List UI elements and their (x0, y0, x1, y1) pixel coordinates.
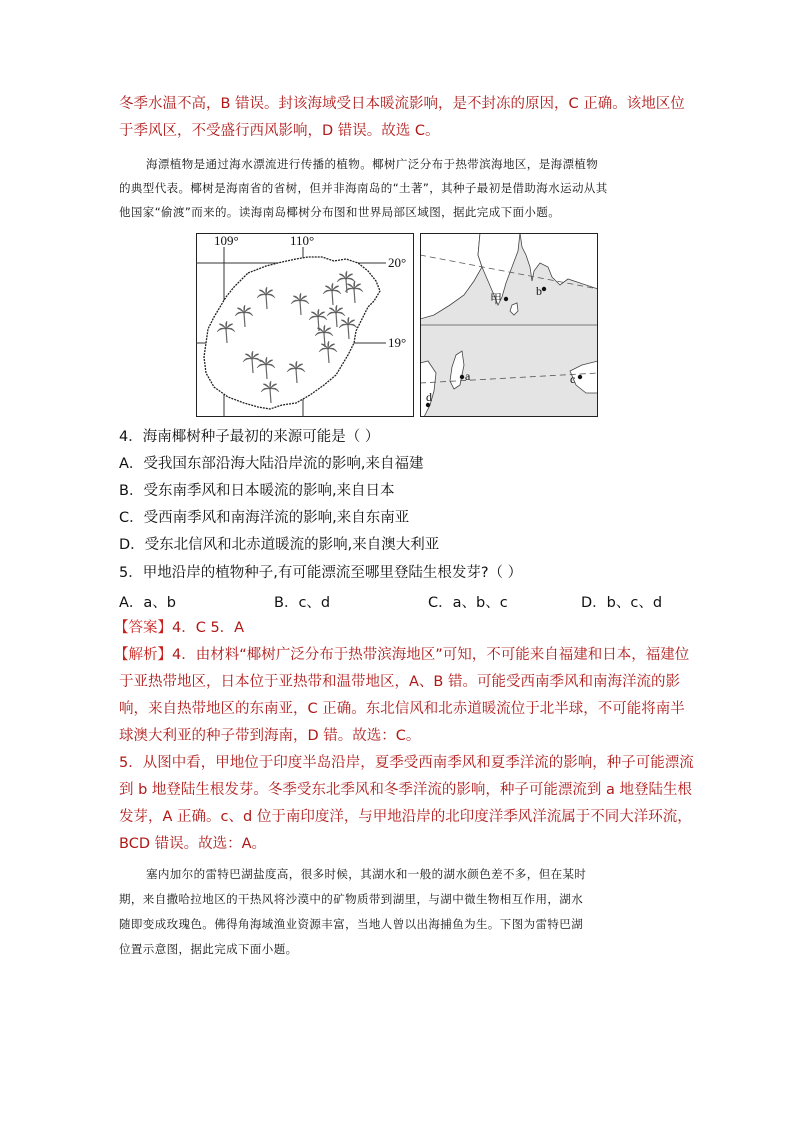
analysis-line-2: 于亚热带地区，日本位于亚热带和温带地区，A、B 错。可能受西南季风和南海洋流的影 (119, 674, 680, 690)
analysis-line-8: BCD 错误。故选：A。 (119, 836, 267, 852)
passage1-line-2: 的典型代表。椰树是海南省的省树，但并非海南岛的“土著”，其种子最初是借助海水运动从其 (119, 181, 608, 195)
prev-analysis-line-1: 冬季水温不高，B 错误。封该海域受日本暖流影响，是不封冻的原因，C 正确。该地区位 (119, 96, 685, 112)
q4-stem: 4．海南椰树种子最初的来源可能是（ ） (119, 429, 380, 445)
q5-option-a: A．a、b (119, 595, 177, 611)
passage1-line-3: 他国家“偷渡”而来的。读海南岛椰树分布图和世界局部区域图，据此完成下面小题。 (119, 205, 561, 219)
answer-tag: 【答案】 (114, 620, 172, 636)
label-d: d (426, 390, 432, 404)
passage2-line-4: 位置示意图，据此完成下面小题。 (119, 942, 298, 956)
q4-option-b: B．受东南季风和日本暖流的影响,来自日本 (119, 483, 395, 499)
q5-option-d: D．b、c、d (581, 595, 663, 611)
analysis-line-7: 发芽，A 正确。c、d 位于南印度洋，与甲地沿岸的北印度洋季风洋流属于不同大洋环流， (119, 809, 692, 825)
point-jia-marker (504, 297, 508, 301)
passage2-line-1: 塞内加尔的雷特巴湖盐度高，很多时候，其湖水和一般的湖水颜色差不多，但在某时 (146, 867, 587, 881)
analysis-text-1: 4．由材料“椰树广泛分布于热带滨海地区”可知，不可能来自福建和日本，福建位 (172, 647, 690, 663)
q5-option-c: C．a、b、c (428, 595, 508, 611)
analysis-line-5: 5．从图中看，甲地位于印度半岛沿岸，夏季受西南季风和夏季洋流的影响，种子可能漂流 (119, 755, 694, 771)
answer-text: 4．C 5．A (172, 620, 245, 636)
analysis-line-4: 球澳大利亚的种子带到海南，D 错。故选：C。 (119, 728, 421, 744)
analysis-tag: 【解析】 (114, 647, 172, 663)
lat-19-label: 19° (388, 335, 407, 350)
lat-20-label: 20° (388, 255, 407, 270)
label-b: b (536, 284, 542, 298)
passage2-line-3: 随即变成玫瑰色。佛得角海域渔业资源丰富，当地人曾以出海捕鱼为生。下图为雷特巴湖 (119, 917, 584, 931)
point-a-marker (460, 375, 464, 379)
q5-option-b: B．c、d (274, 595, 331, 611)
answer-line (114, 618, 244, 638)
q4-option-a: A．受我国东部沿海大陆沿岸流的影响,来自福建 (119, 456, 424, 472)
q4-option-c: C．受西南季风和南海洋流的影响,来自东南亚 (119, 510, 410, 526)
hainan-coconut-map (196, 233, 414, 417)
passage2-line-2: 期，来自撒哈拉地区的干热风将沙漠中的矿物质带到湖里，与湖中微生物相互作用，湖水 (119, 892, 584, 906)
q5-stem: 5．甲地沿岸的植物种子,有可能漂流至哪里登陆生根发芽?（ ） (119, 565, 523, 581)
southeast-asia-land (520, 233, 598, 289)
label-a: a (465, 369, 471, 383)
prev-analysis-line-2: 于季风区，不受盛行西风影响，D 错误。故选 C。 (119, 123, 440, 139)
point-c-marker (578, 375, 582, 379)
analysis-line-3: 响，来自热带地区的东南亚，C 正确。东北信风和北赤道暖流位于北半球，不可能将南半 (119, 701, 685, 717)
label-jia: 甲 (490, 292, 503, 306)
analysis-line-6: 到 b 地登陆生根发芽。冬季受东北季风和冬季洋流的影响，种子可能漂流到 a 地登陆生根 (119, 782, 693, 798)
point-b-marker (542, 287, 546, 291)
passage1-line-1: 海漂植物是通过海水漂流进行传播的植物。椰树广泛分布于热带滨海地区，是海漂植物 (146, 157, 599, 171)
q4-option-d: D．受东北信风和北赤道暖流的影响,来自澳大利亚 (119, 537, 440, 553)
label-c: c (570, 372, 576, 386)
analysis-line-1 (114, 645, 689, 665)
lon-109-label: 109° (214, 233, 239, 248)
lon-110-label: 110° (290, 233, 315, 248)
world-region-map (420, 233, 598, 417)
